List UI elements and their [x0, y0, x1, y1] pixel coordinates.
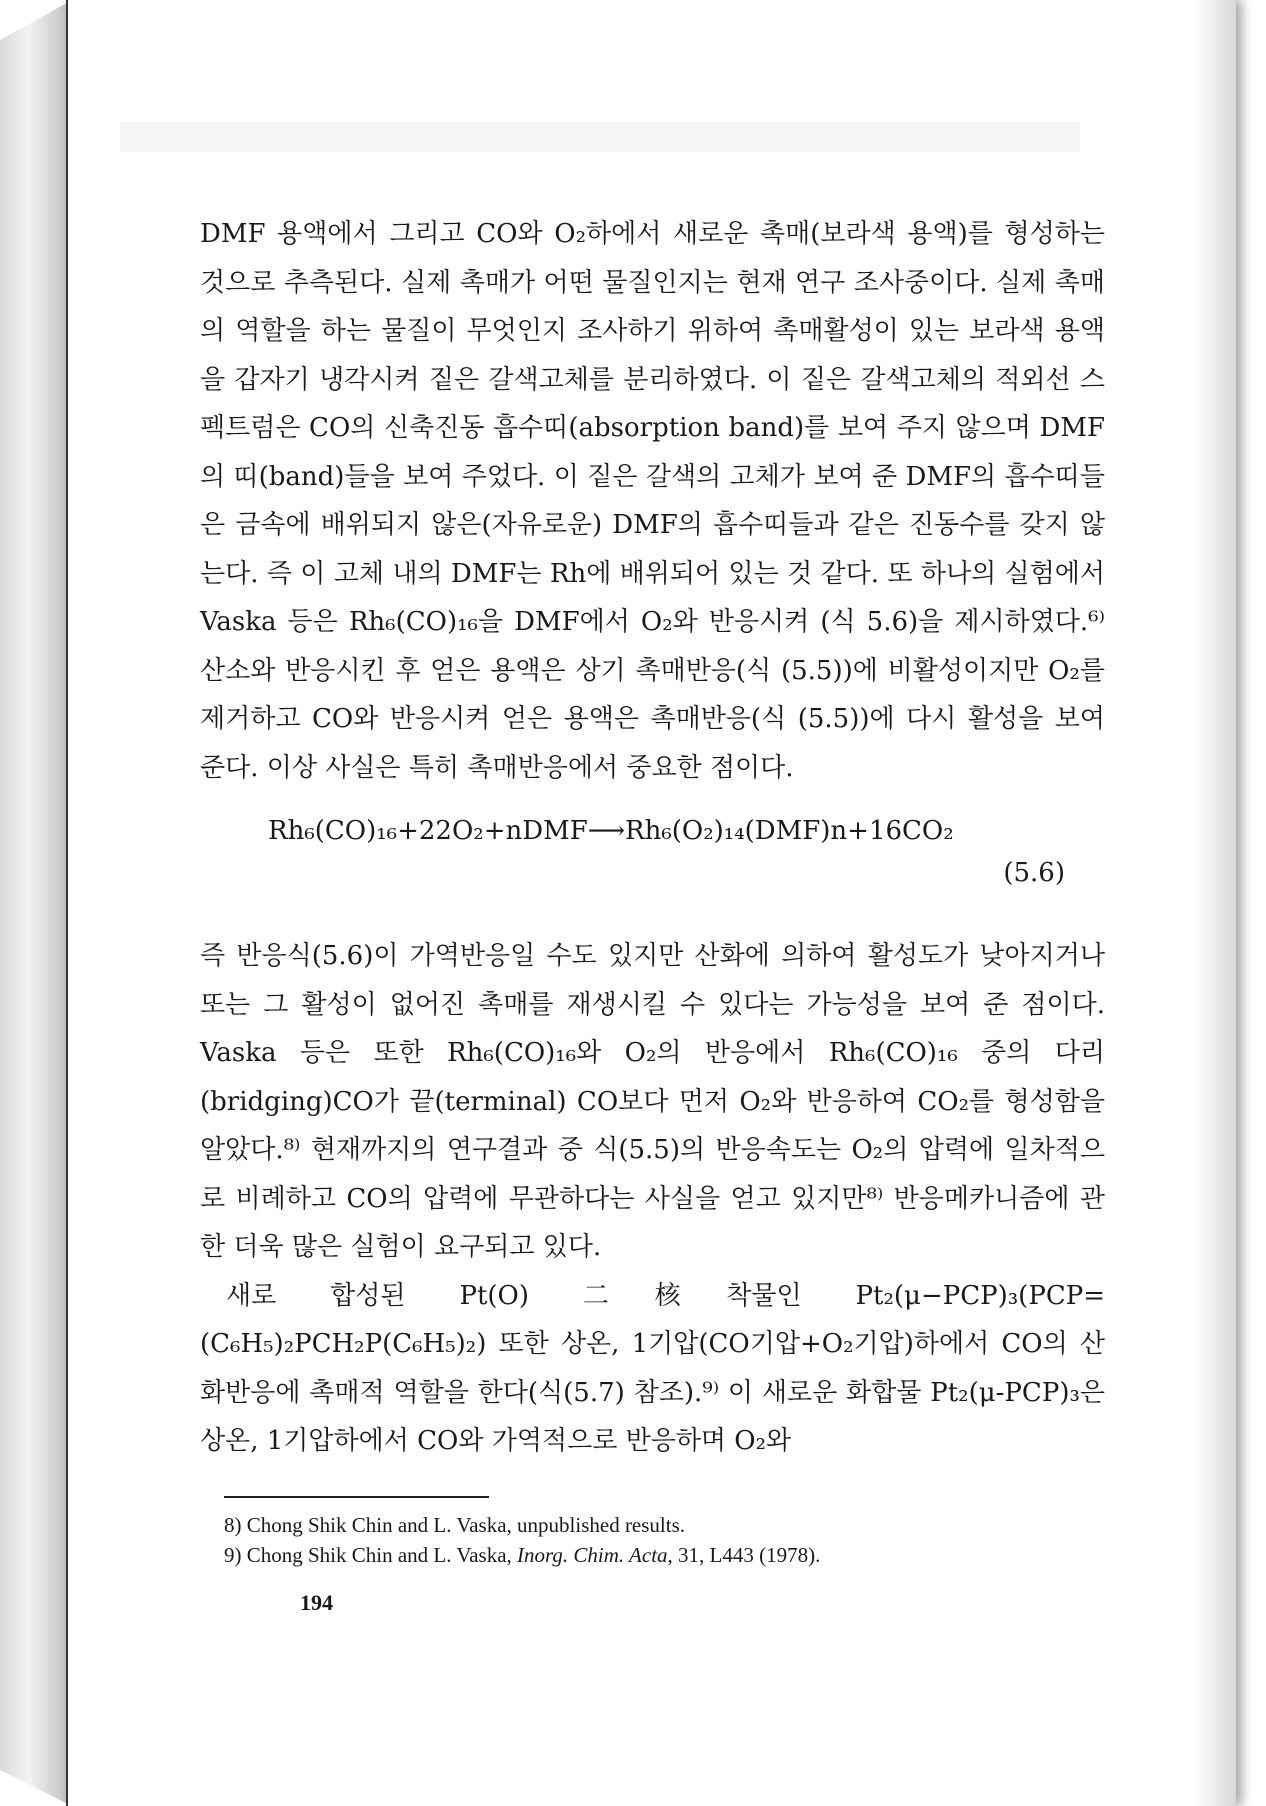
footnote-8: 8) Chong Shik Chin and L. Vaska, unpublished results. — [224, 1512, 686, 1537]
footnote-divider — [224, 1496, 489, 1498]
equation-text: Rh₆(CO)₁₆+22O₂+nDMF⟶Rh₆(O₂)₁₄(DMF)n+16CO₂ — [268, 816, 954, 846]
page-number: 194 — [300, 1590, 333, 1615]
book-spine — [0, 0, 72, 1806]
footnote-9-citation: , 31, L443 (1978). — [667, 1542, 821, 1567]
footnote-9 — [200, 1540, 1105, 1570]
equation-number: (5.6) — [1003, 858, 1065, 888]
page-content — [200, 210, 1105, 1570]
equation-5-6 — [200, 810, 1105, 894]
paragraph-2: 즉 반응식(5.6)이 가역반응일 수도 있지만 산화에 의하여 활성도가 낮아지거나 또는 그 활성이 없어진 촉매를 재생시킬 수 있다는 가능성을 보여 준 점이다. Vaska 등은 또한 Rh₆(CO)₁₆와 O₂의 반응에서 Rh₆(CO)₁₆ 중의 다리(bridging)CO가 끝(terminal) CO보다 먼저 O₂와 반응하여 CO₂를 형성함을 알았다.⁸⁾ 현재까지의 연구결과 중 식(5.5)의 반응속도는 O₂의 압력에 일차적으로 비례하고 CO의 압력에 무관하다는 사실을 얻고 있지만⁸⁾ 반응메카니즘에 관한 더욱 많은 실험이 요구되고 있다. — [200, 941, 1105, 1262]
paragraph-1: DMF 용액에서 그리고 CO와 O₂하에서 새로운 촉매(보라색 용액)를 형성하는 것으로 추측된다. 실제 촉매가 어떤 물질인지는 현재 연구 조사중이다. 실제 촉매의 역할을 하는 물질이 무엇인지 조사하기 위하여 촉매활성이 있는 보라색 용액을 갑자기 냉각시켜 짙은 갈색고체를 분리하였다. 이 짙은 갈색고체의 적외선 스펙트럼은 CO의 신축진동 흡수띠(absorption band)를 보여 주지 않으며 DMF의 띠(band)들을 보여 주었다. 이 짙은 갈색의 고체가 보여 준 DMF의 흡수띠들은 금속에 배위되지 않은(자유로운) DMF의 흡수띠들과 같은 진동수를 갖지 않는다. 즉 이 고체 내의 DMF는 Rh에 배위되어 있는 것 같다. 또 하나의 실험에서 Vaska 등은 Rh₆(CO)₁₆을 DMF에서 O₂와 반응시켜 (식 5.6)을 제시하였다.⁶⁾ 산소와 반응시킨 후 얻은 용액은 상기 촉매반응(식 (5.5))에 비활성이지만 O₂를 제거하고 CO와 반응시켜 얻은 용액은 촉매반응(식 (5.5))에 다시 활성을 보여 준다. 이상 사실은 특히 촉매반응에서 중요한 점이다. — [200, 219, 1106, 783]
footnote-9-authors: 9) Chong Shik Chin and L. Vaska, — [224, 1542, 518, 1567]
scan-band — [120, 122, 1080, 152]
footnote-9-journal: Inorg. Chim. Acta — [517, 1542, 668, 1567]
page-edge-shadow — [1196, 0, 1236, 1806]
paragraph-3: 새로 합성된 Pt(O) 二核착물인 Pt₂(μ−PCP)₃(PCP=(C₆H₅)₂PCH₂P(C₆H₅)₂) 또한 상온, 1기압(CO기압+O₂기압)하에서 CO의 산화반응에 촉매적 역할을 한다(식(5.7) 참조).⁹⁾ 이 새로운 화합물 Pt₂(μ-PCP)₃은 상온, 1기압하에서 CO와 가역적으로 반응하며 O₂와 — [200, 1280, 1105, 1456]
